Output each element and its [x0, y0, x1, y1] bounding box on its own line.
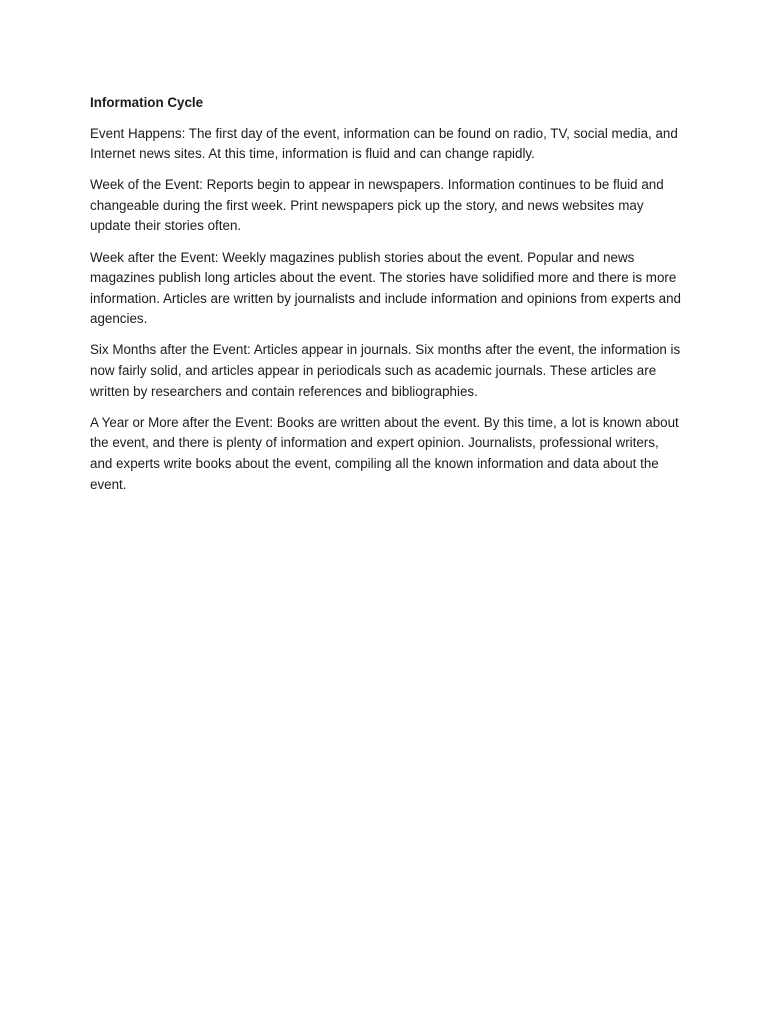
paragraph-year-or-more-after: A Year or More after the Event: Books are written about the event. By this time, a lot is known about the event, and there is plenty of information and expert opinion. Journalists, professional writers, and experts write books about the event, compiling all the known information and data about the event. [90, 414, 679, 492]
paragraph-event-happens: Event Happens: The first day of the event, information can be found on radio, TV, social media, and Internet news sites. At this time, information is fluid and can change rapidly. [90, 125, 678, 162]
paragraph-six-months-after: Six Months after the Event: Articles appear in journals. Six months after the event, the information is now fairly solid, and articles appear in periodicals such as academic journals. These articles are written by researchers and contain references and bibliographies. [90, 342, 681, 399]
document-body [90, 93, 682, 506]
document-title: Information Cycle [90, 95, 204, 110]
paragraph-week-of-event: Week of the Event: Reports begin to appear in newspapers. Information continues to be fluid and changeable during the first week. Print newspapers pick up the story, and news websites may update their stories often. [90, 177, 664, 234]
paragraph-week-after-event: Week after the Event: Weekly magazines publish stories about the event. Popular and news magazines publish long articles about the event. The stories have solidified more and there is more information. Articles are written by journalists and include information and opinions from experts and agencies. [90, 249, 681, 327]
